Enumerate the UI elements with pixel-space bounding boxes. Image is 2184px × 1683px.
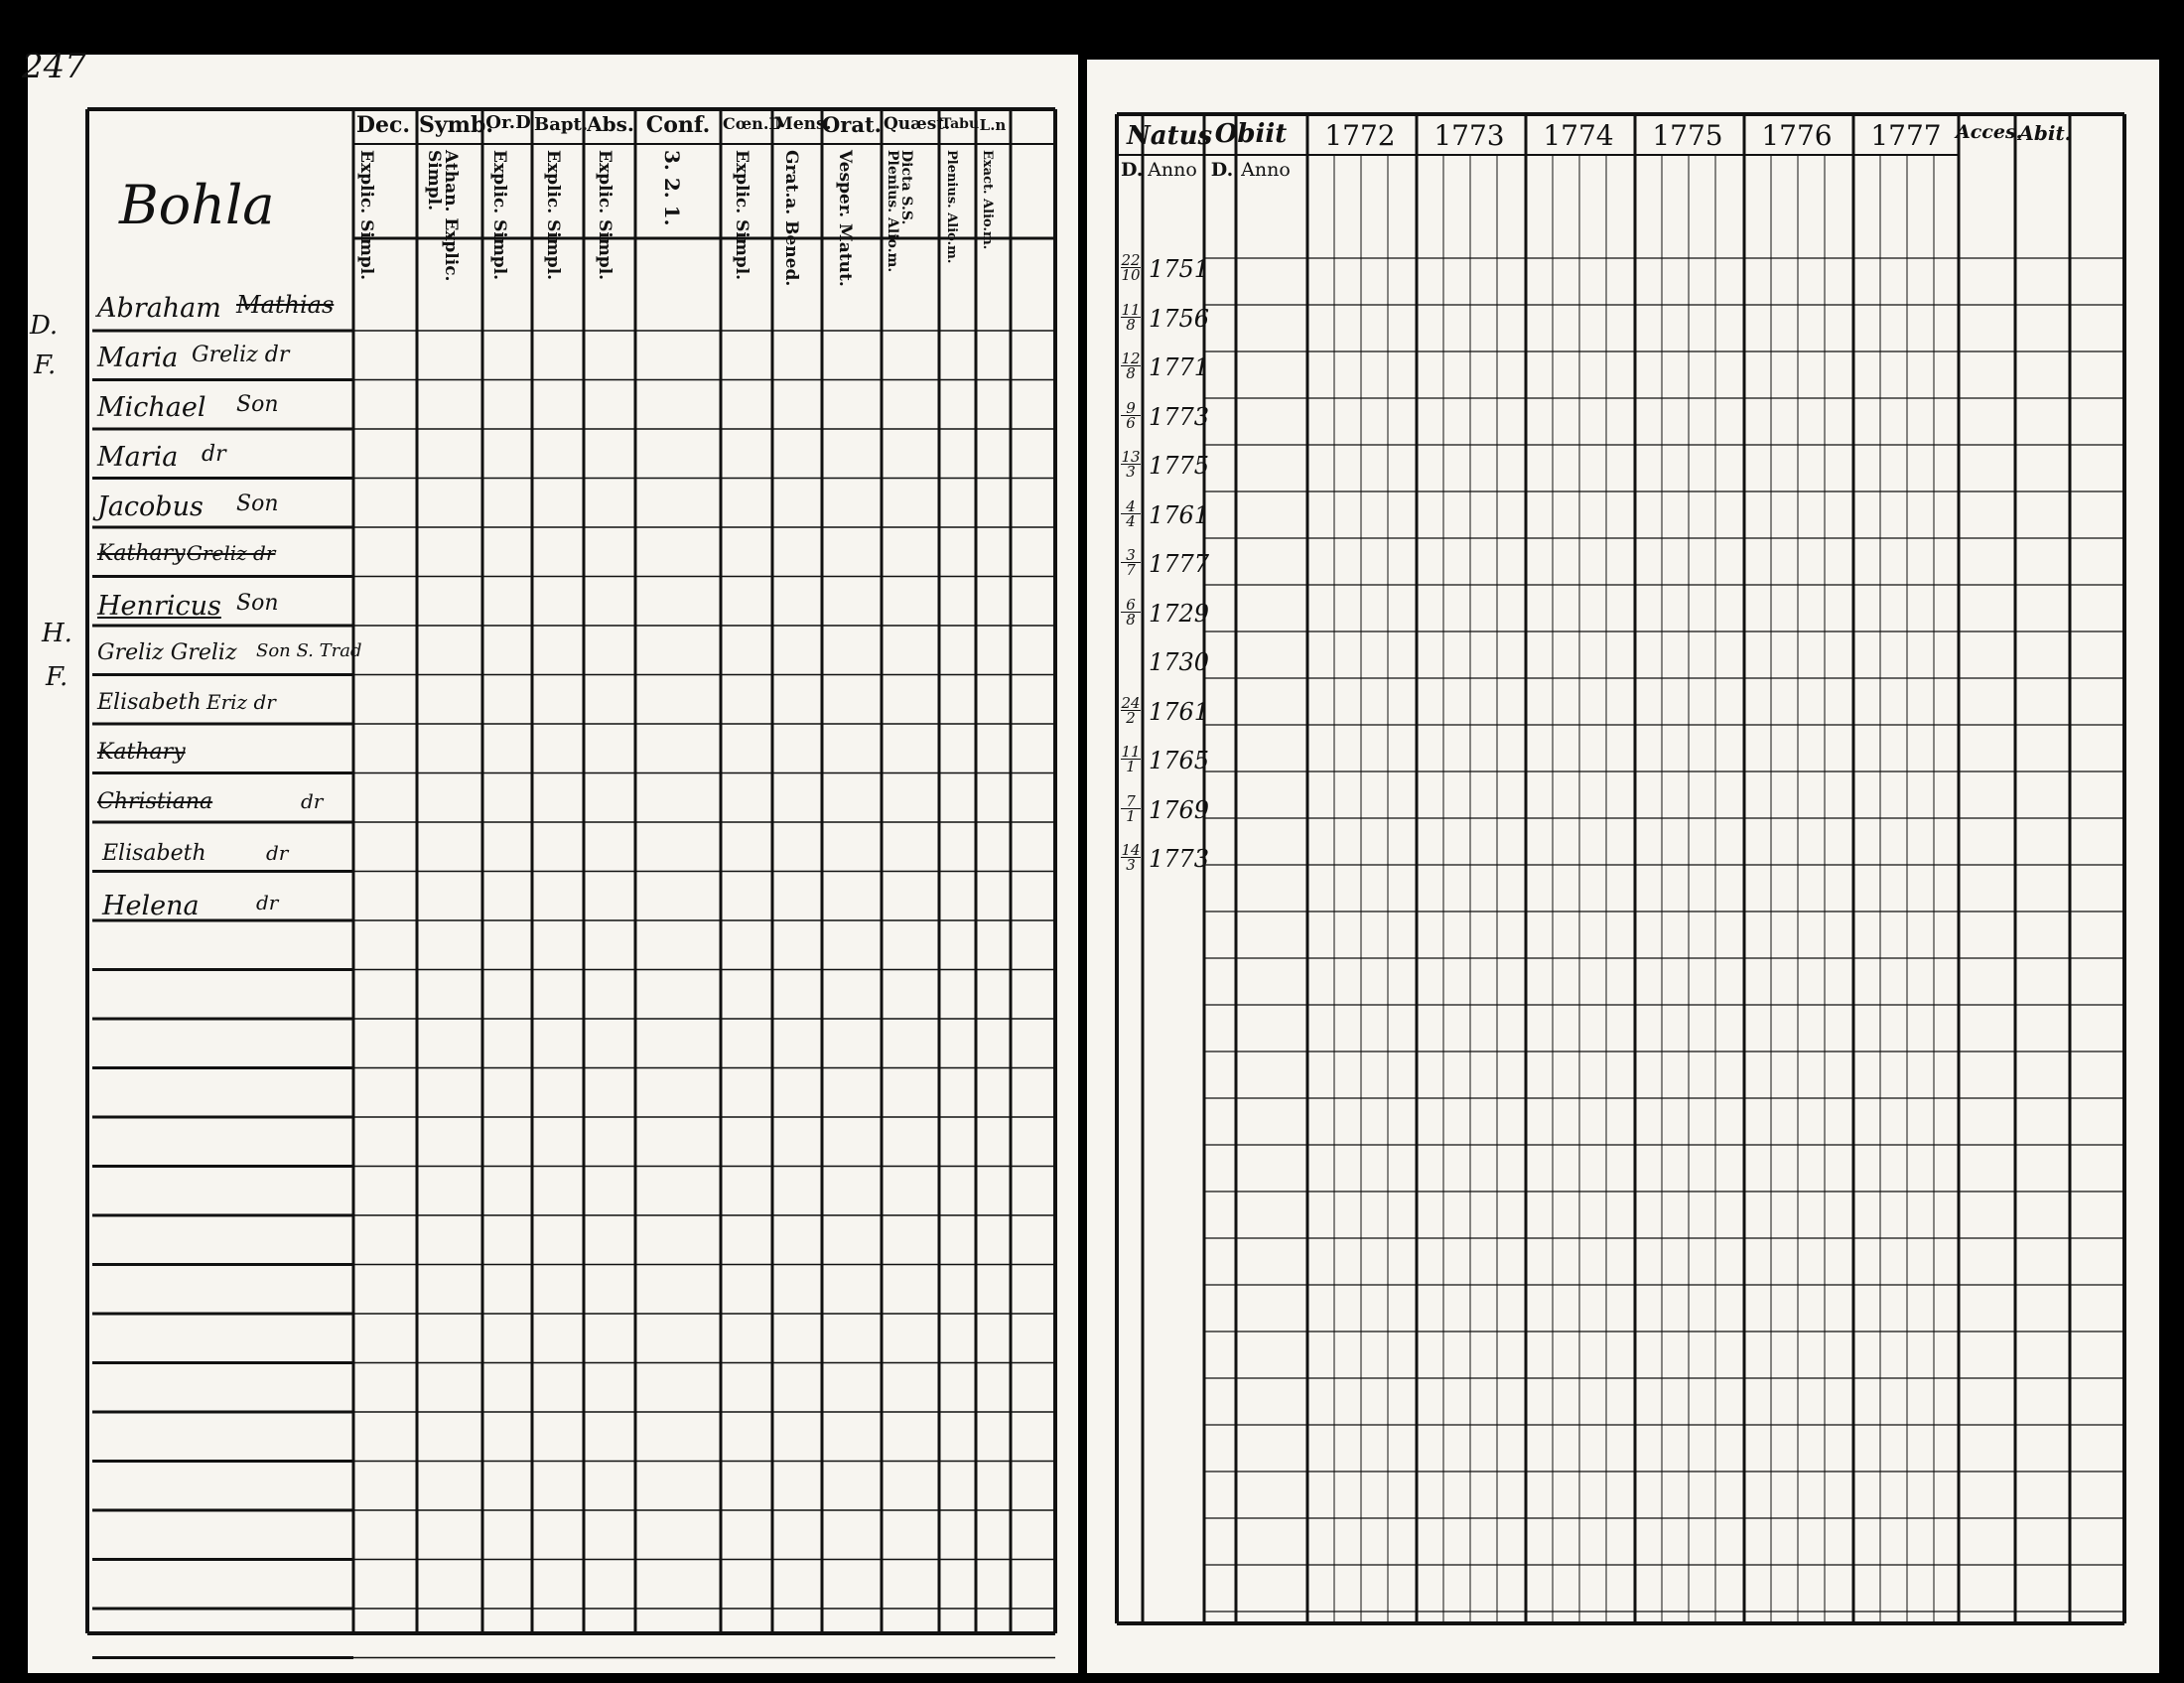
member-role: Son <box>236 591 279 616</box>
margin-mark-h: H. <box>42 619 72 648</box>
member-name: Greliz Greliz <box>97 640 237 665</box>
header-year-1773: 1773 <box>1433 119 1505 152</box>
left-page <box>22 47 1078 1673</box>
member-name: Christiana <box>97 789 213 814</box>
birth-day-part: 10 <box>1121 266 1141 284</box>
right-register-grid <box>1087 60 2159 1673</box>
birth-day-part: 11 <box>1121 300 1141 319</box>
birth-day-part: 14 <box>1121 841 1141 859</box>
birth-day <box>1121 351 1141 380</box>
birth-day-part: 1 <box>1126 806 1136 825</box>
member-name: Elisabeth <box>97 690 202 715</box>
member-name: Henricus <box>97 591 221 622</box>
birth-day-part: 8 <box>1126 315 1136 334</box>
birth-day <box>1121 253 1141 282</box>
member-name: Jacobus <box>97 491 204 522</box>
birth-day-part: 2 <box>1126 708 1136 727</box>
subheader-ord: Explic. Simpl. <box>489 150 509 281</box>
birth-year: 1775 <box>1149 452 1210 480</box>
birth-day-part: 13 <box>1121 448 1141 466</box>
header-symb: Symb. <box>419 112 493 138</box>
birth-year: 1756 <box>1149 304 1210 333</box>
subheader-bapt: Explic. Simpl. <box>543 150 563 281</box>
header-year-1774: 1774 <box>1543 119 1614 152</box>
member-name: Michael <box>97 392 206 423</box>
member-role: dr <box>202 442 226 467</box>
subheader-ln: Exact. Alio.m. <box>980 150 995 250</box>
header-d: D. <box>1121 159 1144 181</box>
margin-mark-f2: F. <box>46 662 68 692</box>
birth-year: 1765 <box>1149 747 1210 774</box>
birth-day-part: 24 <box>1121 693 1141 712</box>
header-dec: Dec. <box>355 112 411 138</box>
subheader-abs: Explic. Simpl. <box>595 150 614 281</box>
header-ord: Or.D <box>485 112 531 133</box>
birth-day <box>1121 693 1141 727</box>
birth-day-part: 4 <box>1126 511 1136 530</box>
birth-day-part: 8 <box>1126 610 1136 629</box>
header-abiit: Abit. <box>2018 121 2072 145</box>
member-name: Maria <box>97 442 179 473</box>
birth-day-part: 6 <box>1121 598 1141 613</box>
header-natus: Natus <box>1127 121 1213 151</box>
birth-day-part: 3 <box>1126 856 1136 874</box>
birth-day <box>1121 843 1141 872</box>
subheader-conf: 3. 2. 1. <box>660 150 684 226</box>
birth-day <box>1121 548 1141 577</box>
birth-day-part: 8 <box>1126 364 1136 382</box>
member-role: Eriz dr <box>206 690 276 714</box>
member-role: dr <box>256 891 279 914</box>
member-role: dr <box>266 841 289 865</box>
birth-day <box>1121 496 1141 530</box>
header-year-1772: 1772 <box>1324 119 1396 152</box>
member-role: Greliz dr <box>187 541 276 565</box>
birth-day <box>1121 450 1141 479</box>
member-role: Son <box>236 491 279 516</box>
member-name: Kathary <box>97 740 186 765</box>
birth-day-part: 6 <box>1126 413 1136 432</box>
header-bapt: Bapt. <box>534 114 589 135</box>
birth-year: 1773 <box>1149 402 1210 431</box>
header-orat: Orat. <box>822 112 882 137</box>
birth-day <box>1121 791 1141 825</box>
header-accessit: Acces. <box>1956 121 2023 143</box>
birth-year: 1773 <box>1149 845 1210 873</box>
subheader-symb: Athan. Explic. Simpl. <box>424 150 461 282</box>
member-name: Maria <box>97 343 179 373</box>
page-number: 247 <box>22 47 86 86</box>
birth-year: 1729 <box>1149 599 1210 628</box>
birth-year: 1761 <box>1149 500 1210 529</box>
member-role: dr <box>301 789 324 813</box>
birth-day-part: 7 <box>1121 794 1141 809</box>
header-anno2: Anno <box>1241 159 1291 181</box>
header-mens: Mens. <box>774 114 832 134</box>
birth-day-part: 3 <box>1121 548 1141 563</box>
subheader-dec: Explic. Simpl. <box>356 150 376 281</box>
header-quaest: Quæst. <box>884 114 951 134</box>
margin-mark-d: D. <box>30 311 59 341</box>
header-anno: Anno <box>1148 159 1197 181</box>
member-name: Kathary <box>97 541 186 566</box>
header-year-1777: 1777 <box>1870 119 1942 152</box>
birth-day-part: 3 <box>1126 463 1136 481</box>
margin-mark-f: F. <box>34 351 57 380</box>
birth-year: 1751 <box>1149 255 1210 283</box>
header-tabu: Tabu <box>941 116 980 132</box>
subheader-coend: Explic. Simpl. <box>732 150 751 281</box>
member-role: Son <box>236 392 279 417</box>
birth-day-part: 11 <box>1121 743 1141 761</box>
member-name: Helena <box>102 891 200 921</box>
header-coend: Cœn.D <box>723 114 783 133</box>
member-role: Greliz dr <box>192 343 290 367</box>
header-obiit: Obiit <box>1214 119 1288 149</box>
family-name: Bohla <box>119 174 275 236</box>
subheader-orat: Vesper. Matut. <box>835 150 855 287</box>
header-ln: L.n <box>979 116 1007 134</box>
birth-year: 1730 <box>1149 648 1210 676</box>
birth-day <box>1121 745 1141 773</box>
birth-day-part: 22 <box>1121 251 1141 269</box>
subheader-tabu: Plenius. Alio.m. <box>944 150 959 264</box>
header-d2: D. <box>1210 159 1234 181</box>
birth-day-part: 12 <box>1121 350 1141 367</box>
birth-day-part: 1 <box>1126 758 1136 775</box>
birth-day-part: 7 <box>1126 561 1136 579</box>
birth-day <box>1121 398 1141 432</box>
member-role: Mathias <box>236 291 335 319</box>
subheader-quaest: Dicta S.S. Plenius. Alio.m. <box>885 150 914 273</box>
birth-year: 1771 <box>1149 353 1210 381</box>
birth-day <box>1121 595 1141 629</box>
member-role: Son S. Trad <box>256 640 362 661</box>
member-name: Elisabeth <box>102 841 206 866</box>
right-page <box>1087 60 2159 1673</box>
birth-year: 1777 <box>1149 550 1210 578</box>
birth-year: 1769 <box>1149 795 1210 824</box>
birth-day-part: 4 <box>1121 499 1141 514</box>
member-name: Abraham <box>97 293 221 324</box>
birth-year: 1761 <box>1149 697 1210 726</box>
subheader-mens: Grat.a. Bened. <box>781 150 801 287</box>
header-year-1776: 1776 <box>1761 119 1833 152</box>
header-abs: Abs. <box>587 112 634 136</box>
birth-day-part: 9 <box>1121 401 1141 416</box>
header-conf: Conf. <box>645 112 711 138</box>
header-year-1775: 1775 <box>1652 119 1723 152</box>
birth-day <box>1121 300 1141 334</box>
